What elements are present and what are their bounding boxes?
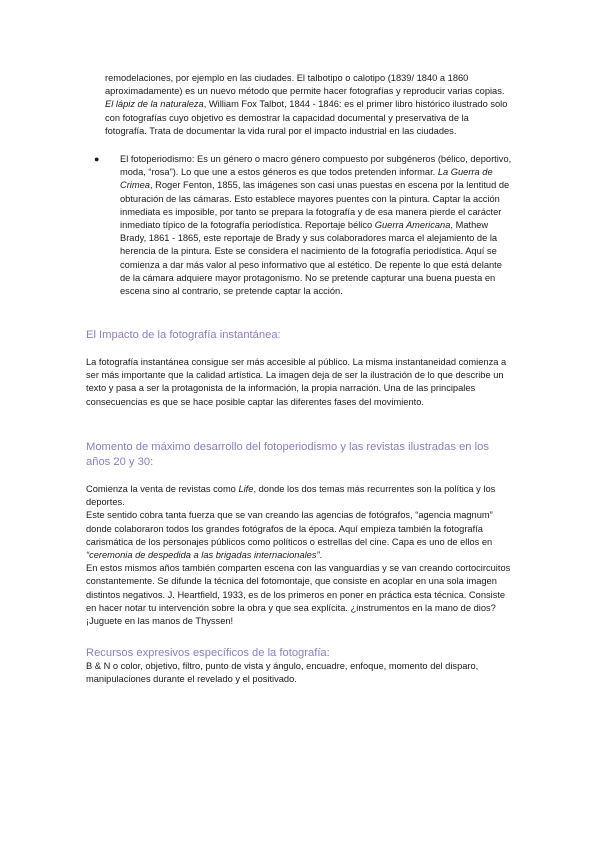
bullet-text-2: , Roger Fenton, 1855, las imágenes son casi unas puestas en escena por la lentitud de obturación de las cámaras. Esto establece mayores puentes con la pintura. Captar la acción inmediata es imposible, por tanto se prepara la fotografía y de esa manera pierde el carácter inmediato típico de la fotografía periodística. Reportaje bélico xyxy=(120,180,510,231)
book-title-italic: El lápiz de la naturaleza xyxy=(105,99,204,110)
paragraph-text: Comienza la venta de revistas como xyxy=(86,484,239,494)
paragraph-vanguardias: En estos mismos años también comparten escena con las vanguardias y se van creando cortocircuitos constantemente. Se difunde la técnica del fotomontaje, que consiste en acoplar en una sola imagen distintos negativos. J. Heartfield, 1933, es de los primeros en poner en práctica esta técnica. Consiste en hacer notar tu intervención sobre la obra y que sea explícita. ¿instrumentos en la mano de dios? ¡Juguete en las manos de Thyssen! xyxy=(86,563,511,627)
bullet-text-3: , Mathew Brady, 1861 - 1865, este reportaje de Brady y sus colaboradores marca el alejamiento de la herencia de la pintura. Este se considera el nacimiento de la fotografía periodística. Aquí se comienza a dar más valor al peso informativo que al estético. De repente lo que está delante de la cámara adquiere mayor protagonismo. No se pretende capturar una buena puesta en escena sino al contrario, se pretende captar la acción. xyxy=(120,220,502,297)
paragraph-text: Este sentido cobra tanta fuerza que se van creando las agencias de fotógrafos, “agencia magnum” donde colaboraron todos los grandes fotógrafos de la época. Aquí empieza también la fotografía carismática de los personajes públicos como políticos o estrellas del cine. Capa es uno de ellos en xyxy=(86,510,493,547)
bullet-icon: ● xyxy=(94,154,100,164)
section-heading-fotoperiodismo: Momento de máximo desarrollo del fotoperiodismo y las revistas ilustradas en los años 20 y 30: xyxy=(86,441,489,468)
ceremonia-italic: “ceremonia de despedida a las brigadas internacionales” xyxy=(86,550,320,561)
paragraph-text: , donde los dos temas más recurrentes son la política y los deportes. xyxy=(86,484,496,508)
continuation-text-1: remodelaciones, por ejemplo en las ciudades. El talbotipo o calotipo (1839/ 1840 a 1860 aproximadamente) es un nuevo método que permite hacer fotografías y reproducir varias copias. xyxy=(105,73,505,97)
fotoperiodismo-bullet xyxy=(94,153,514,298)
paragraph-agencias xyxy=(86,509,514,562)
bullet-text xyxy=(120,153,514,298)
section-heading-instantanea: El Impacto de la fotografía instantánea: xyxy=(86,329,281,341)
paragraph-revistas xyxy=(86,483,514,509)
continuation-text-2: , William Fox Talbot, 1844 - 1846: es el primer libro histórico ilustrado solo con fotografías cuyo objetivo es demostrar la capacidad documental y preservativa de la fotografía. Trata de documentar la vida rural por el impacto industrial en las ciudades. xyxy=(105,99,508,136)
section-body-recursos: B & N o color, objetivo, filtro, punto de vista y ángulo, encuadre, enfoque, momento del disparo, manipulaciones durante el revelado y el positivado. xyxy=(86,661,479,685)
life-italic: Life xyxy=(238,484,254,494)
section-body-instantanea: La fotografía instantánea consigue ser más accesible al público. La misma instantaneidad comienza a ser más importante que la calidad artística. La imagen deja de ser la ilustración de lo que describe un texto y pasa a ser la protagonista de la información, la propia narración. Una de las principales consecuencias es que se hace posible captar las diferentes fases del movimiento. xyxy=(86,357,507,407)
guerra-americana-italic: Guerra Americana xyxy=(374,220,451,231)
paragraph-text: . xyxy=(319,550,323,561)
bullet-text-1: El fotoperiodismo: Es un género o macro género compuesto por subgéneros (bélico, deportivo, moda, “rosa”). Lo que une a estos géneros es que todos pretenden informar. xyxy=(120,154,512,178)
continuation-paragraph xyxy=(105,72,510,138)
section-body-fotoperiodismo xyxy=(86,483,514,628)
section-heading-recursos: Recursos expresivos específicos de la fotografía: xyxy=(86,647,330,659)
crimea-title-italic: La Guerra de Crimea xyxy=(120,167,493,191)
